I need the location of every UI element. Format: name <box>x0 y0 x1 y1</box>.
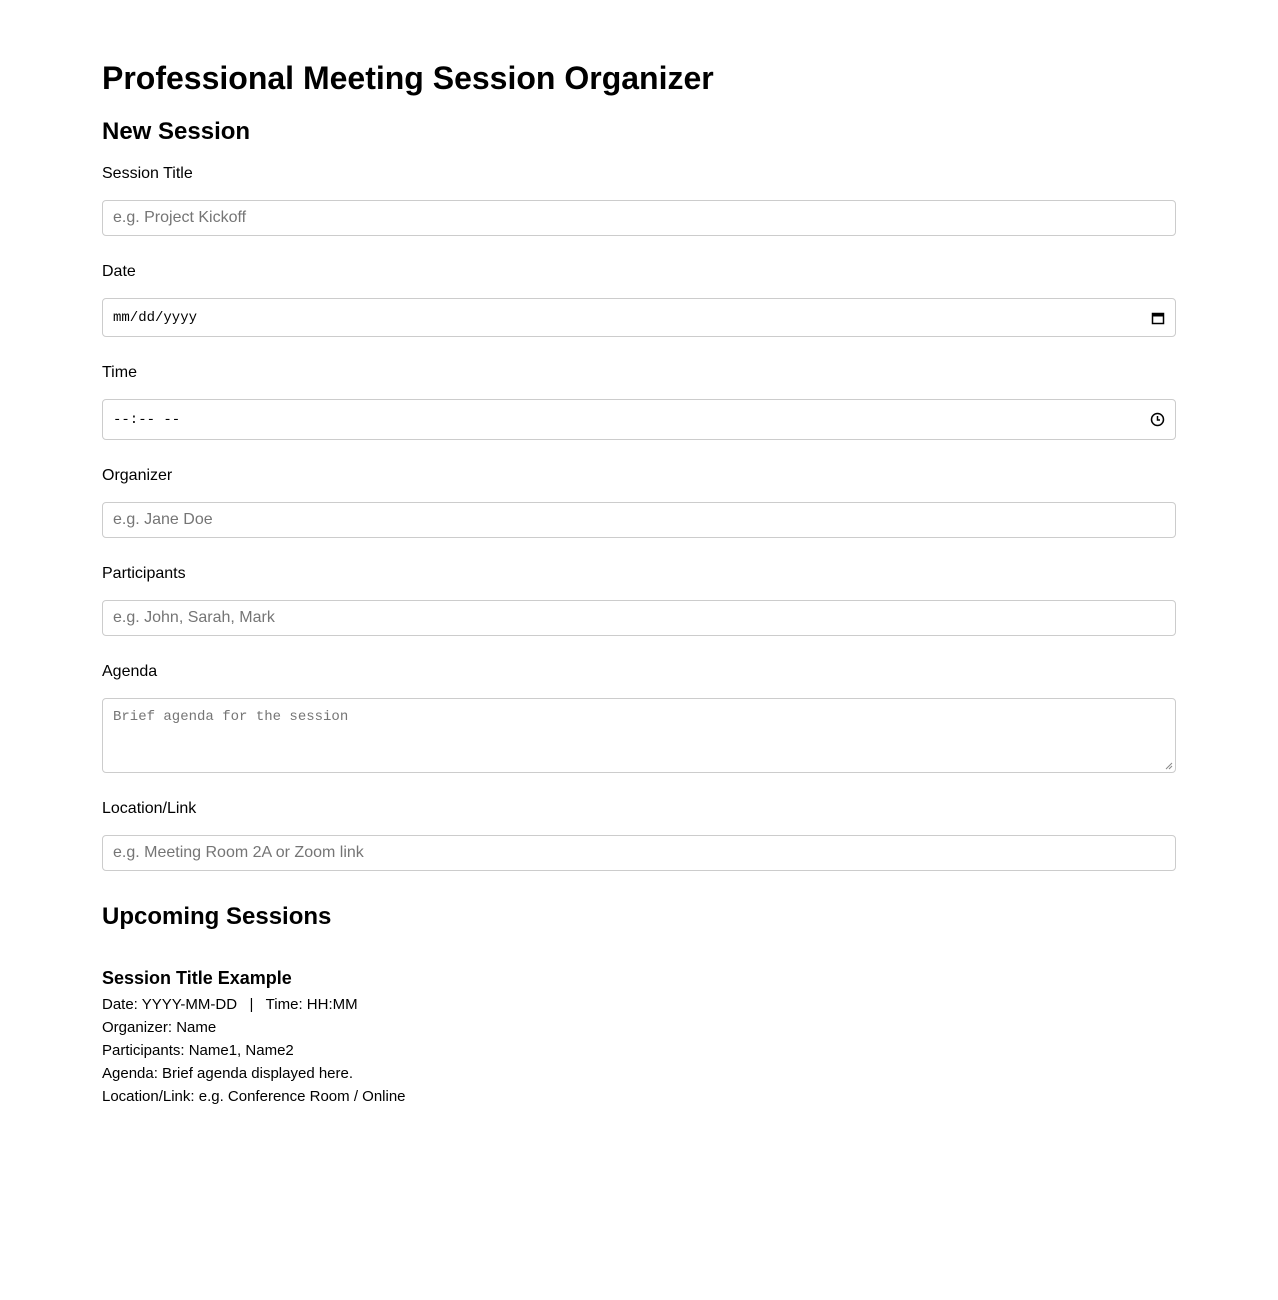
participants-label: Participants <box>102 565 186 582</box>
session-date-time: Date: YYYY-MM-DD | Time: HH:MM <box>102 996 358 1013</box>
clock-icon[interactable] <box>1150 412 1165 427</box>
location-placeholder: e.g. Meeting Room 2A or Zoom link <box>113 844 364 861</box>
session-title-placeholder: e.g. Project Kickoff <box>113 209 247 226</box>
session-title: Session Title Example <box>102 968 292 988</box>
agenda-textarea[interactable] <box>102 698 1176 773</box>
session-organizer: Organizer: Name <box>102 1019 217 1036</box>
session-title-label: Session Title <box>102 165 193 182</box>
session-card <box>102 967 406 1108</box>
organizer-label: Organizer <box>102 467 173 484</box>
date-placeholder: mm/dd/yyyy <box>113 309 198 326</box>
organizer-placeholder: e.g. Jane Doe <box>113 511 213 528</box>
participants-input[interactable] <box>102 600 1176 636</box>
session-location: Location/Link: e.g. Conference Room / Online <box>102 1088 406 1105</box>
time-label: Time <box>102 364 137 381</box>
session-title-input[interactable] <box>102 200 1176 236</box>
time-input[interactable] <box>102 399 1176 440</box>
new-session-heading: New Session <box>102 118 251 145</box>
location-input[interactable] <box>102 835 1176 871</box>
agenda-placeholder: Brief agenda for the session <box>113 709 349 725</box>
calendar-icon[interactable] <box>1151 311 1165 325</box>
session-agenda: Agenda: Brief agenda displayed here. <box>102 1065 354 1082</box>
location-label: Location/Link <box>102 800 197 817</box>
organizer-input[interactable] <box>102 502 1176 538</box>
date-label: Date <box>102 263 136 280</box>
upcoming-sessions-heading: Upcoming Sessions <box>102 903 332 930</box>
agenda-label: Agenda <box>102 663 158 680</box>
participants-placeholder: e.g. John, Sarah, Mark <box>113 609 275 626</box>
resize-handle-icon[interactable] <box>1165 762 1173 770</box>
date-input[interactable] <box>102 298 1176 337</box>
time-placeholder: --:-- -- <box>113 411 181 428</box>
session-participants: Participants: Name1, Name2 <box>102 1042 294 1059</box>
page-title: Professional Meeting Session Organizer <box>102 60 714 96</box>
